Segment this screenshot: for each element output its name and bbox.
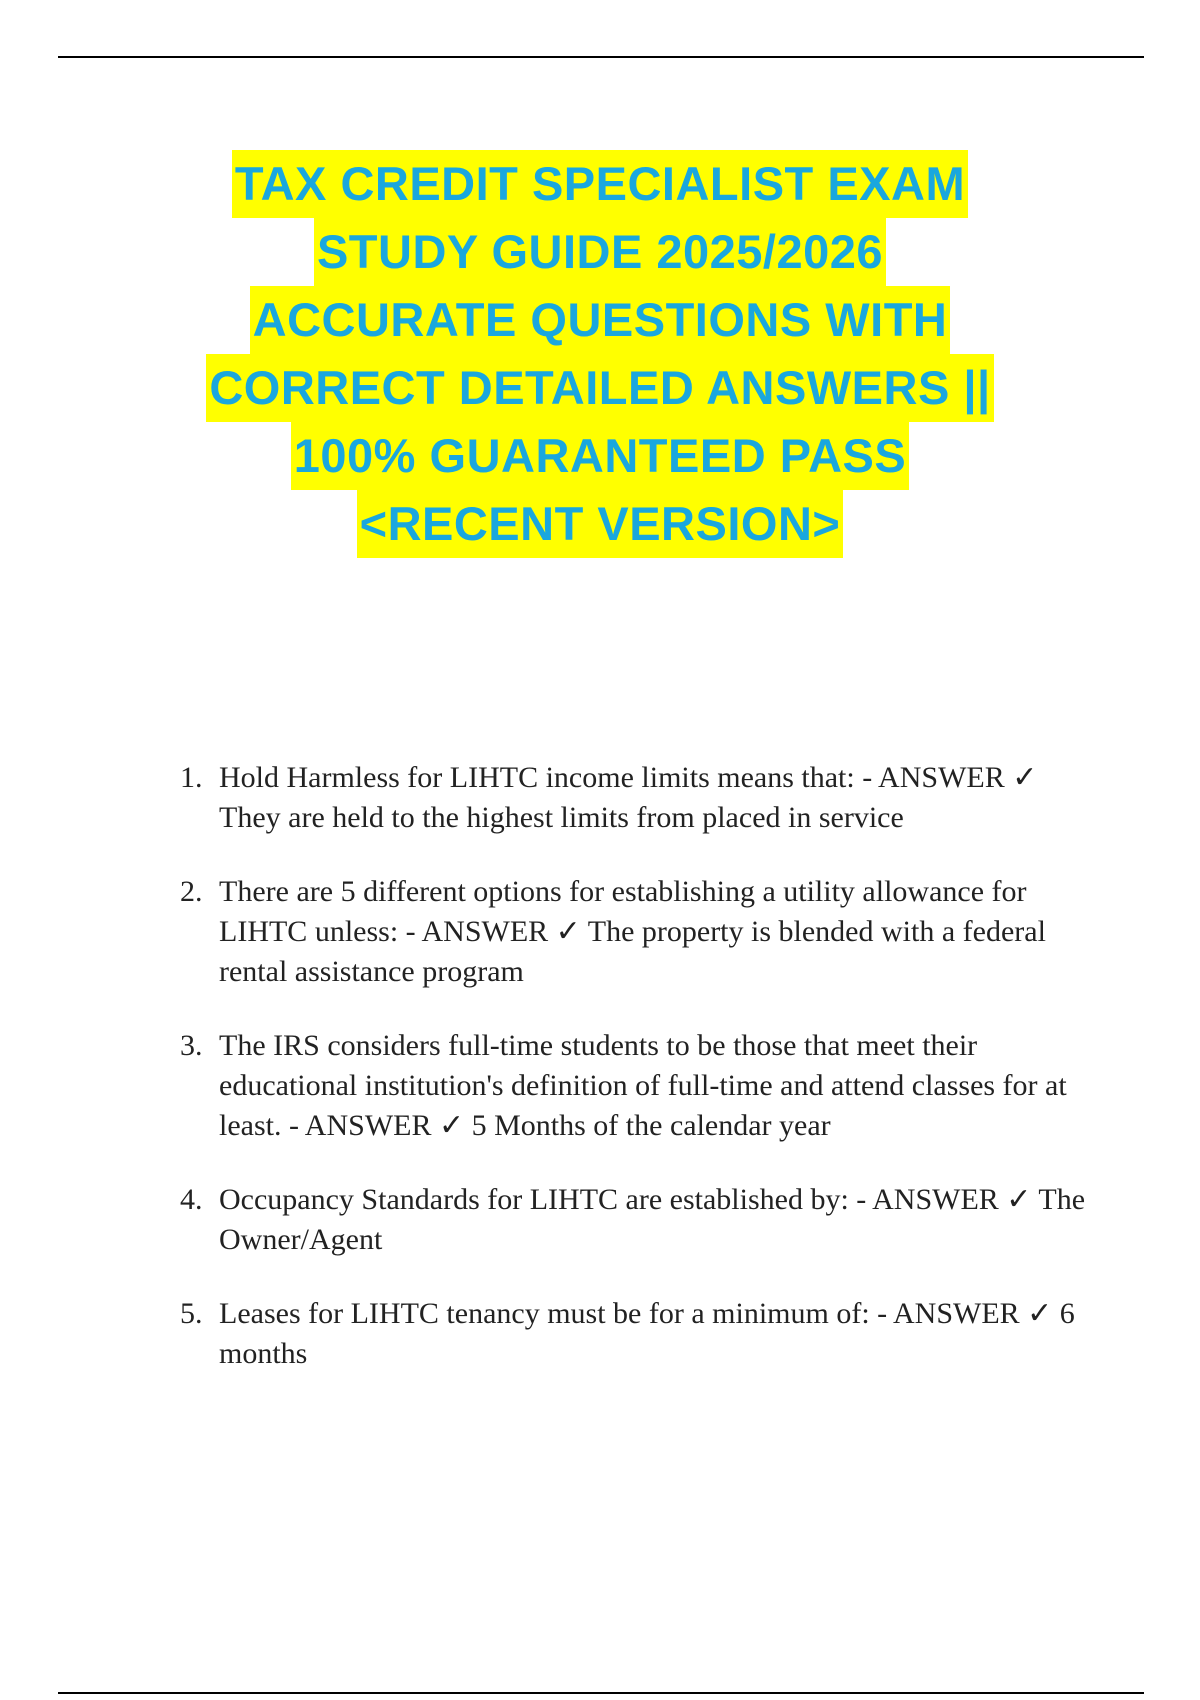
- bottom-divider: [58, 1692, 1144, 1694]
- question-text: The IRS considers full-time students to be those that meet their educational institution's definition of full-time and attend classes for at least. - ANSWER ✓ 5 Months of the calendar year: [219, 1029, 1067, 1142]
- document-title: [100, 150, 1100, 558]
- question-text: Hold Harmless for LIHTC income limits means that: - ANSWER ✓ They are held to the highest limits from placed in service: [219, 761, 1038, 834]
- question-item: [180, 758, 1100, 838]
- title-line-text: STUDY GUIDE 2025/2026: [314, 218, 886, 286]
- question-number: 5.: [180, 1297, 203, 1330]
- title-line: [100, 422, 1100, 490]
- title-line: [100, 490, 1100, 558]
- question-number: 3.: [180, 1029, 203, 1062]
- top-divider: [58, 56, 1144, 58]
- title-line-text: CORRECT DETAILED ANSWERS ||: [206, 354, 993, 422]
- title-line: [100, 286, 1100, 354]
- question-item: [180, 872, 1100, 992]
- title-line-text: ACCURATE QUESTIONS WITH: [250, 286, 951, 354]
- title-line-text: TAX CREDIT SPECIALIST EXAM: [232, 150, 968, 218]
- title-line: [100, 354, 1100, 422]
- question-text: There are 5 different options for establishing a utility allowance for LIHTC unless: - ANSWER ✓ The property is blended with a federal rental assistance program: [219, 875, 1046, 988]
- title-line-text: <RECENT VERSION>: [357, 490, 844, 558]
- question-item: [180, 1026, 1100, 1146]
- question-item: [180, 1294, 1100, 1374]
- question-number: 4.: [180, 1183, 203, 1216]
- title-line-text: 100% GUARANTEED PASS: [291, 422, 909, 490]
- question-number: 2.: [180, 875, 203, 908]
- question-item: [180, 1180, 1100, 1260]
- question-text: Occupancy Standards for LIHTC are established by: - ANSWER ✓ The Owner/Agent: [219, 1183, 1086, 1256]
- title-line: [100, 218, 1100, 286]
- question-list: [180, 758, 1100, 1408]
- question-number: 1.: [180, 761, 203, 794]
- title-line: [100, 150, 1100, 218]
- question-text: Leases for LIHTC tenancy must be for a minimum of: - ANSWER ✓ 6 months: [219, 1297, 1075, 1370]
